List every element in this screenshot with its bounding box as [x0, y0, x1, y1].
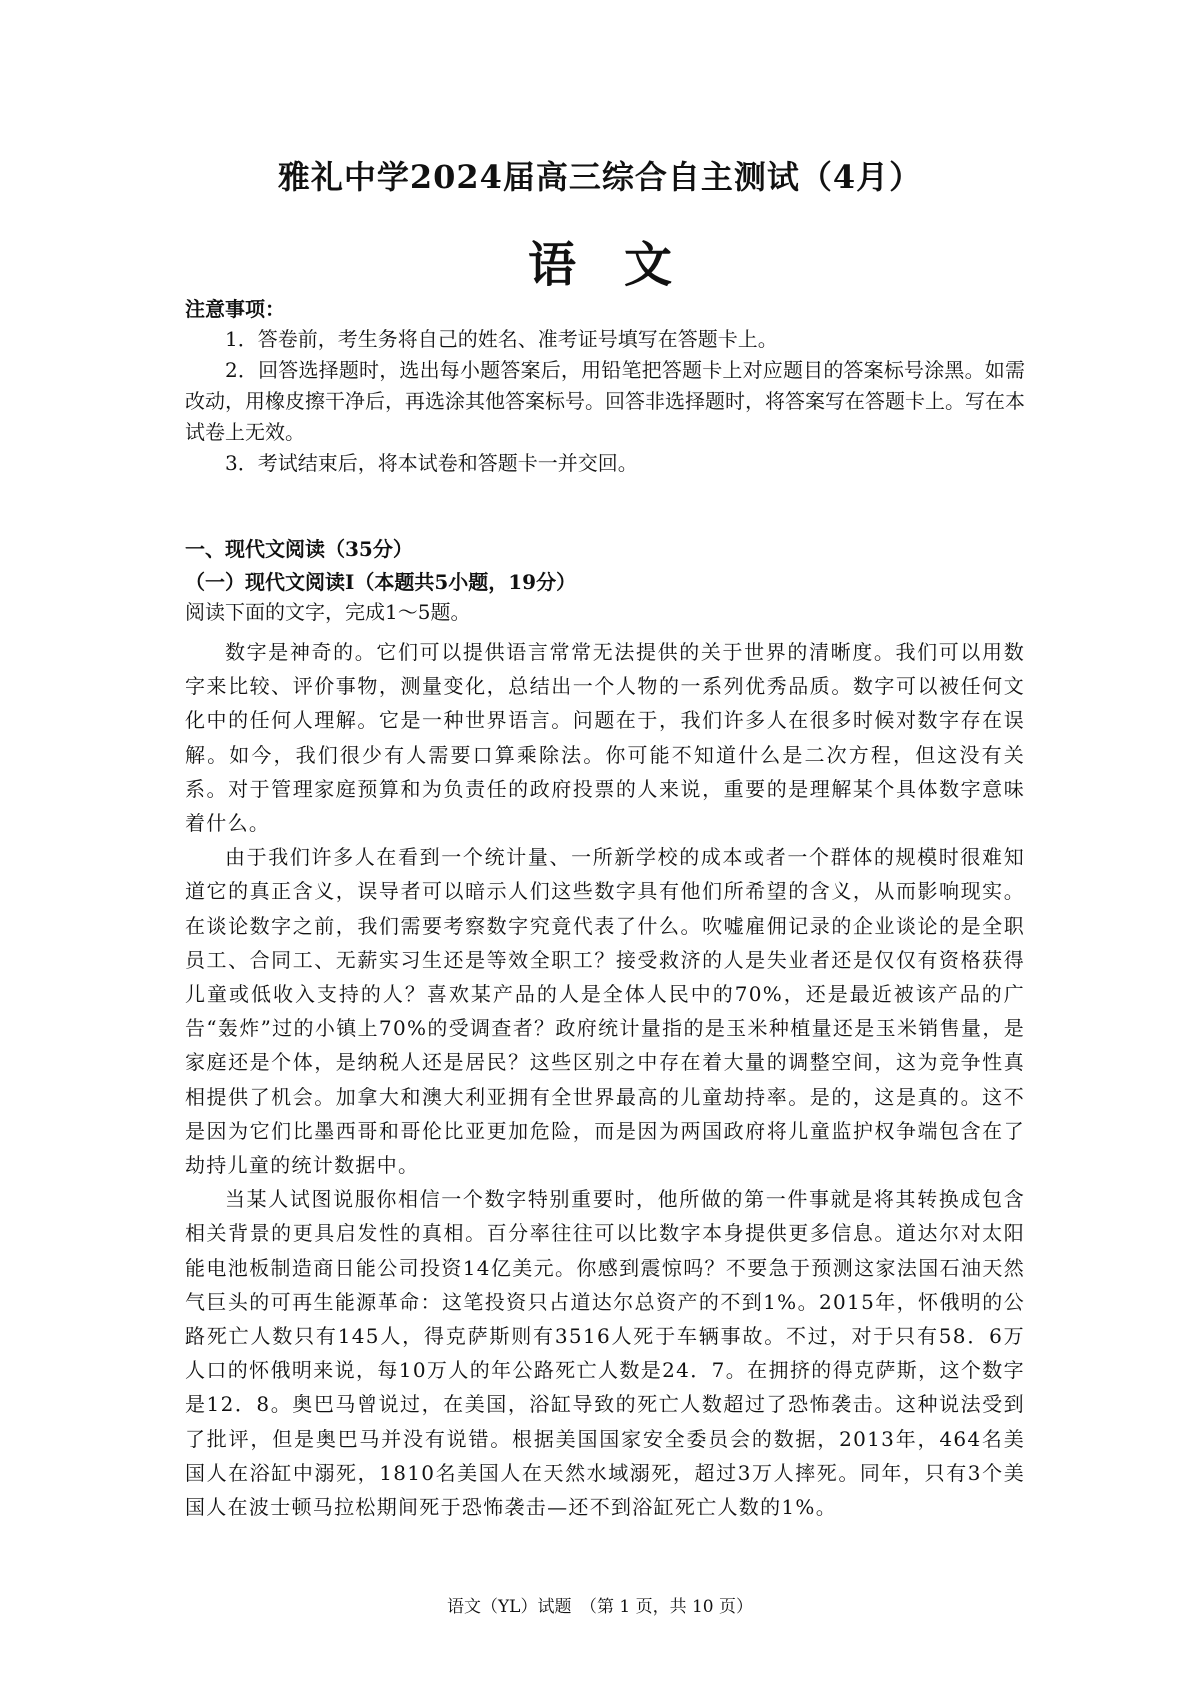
reading-passage [185, 635, 1025, 1524]
notice-heading: 注意事项： [185, 297, 285, 321]
passage-paragraph: 由于我们许多人在看到一个统计量、一所新学校的成本或者一个群体的规模时很难知道它的真正含义，误导者可以暗示人们这些数字具有他们所希望的含义，从而影响现实。在谈论数字之前，我们需要考察数字究竟代表了什么。吹嘘雇佣记录的企业谈论的是全职员工、合同工、无薪实习生还是等效全职工？接受救济的人是失业者还是仅仅有资格获得儿童或低收入支持的人？喜欢某产品的人是全体人民中的70%，还是最近被该产品的广告“轰炸”过的小镇上70%的受调查者？政府统计量指的是玉米种植量还是玉米销售量，是家庭还是个体，是纳税人还是居民？这些区别之中存在着大量的调整空间，这为竞争性真相提供了机会。加拿大和澳大利亚拥有全世界最高的儿童劫持率。是的，这是真的。这不是因为它们比墨西哥和哥伦比亚更加危险，而是因为两国政府将儿童监护权争端包含在了劫持儿童的统计数据中。 [185, 845, 1025, 1178]
notice-block [185, 294, 1025, 479]
section-heading: 一、现代文阅读（35分） [185, 537, 413, 561]
reading-instruction: 阅读下面的文字，完成1～5题。 [185, 600, 471, 624]
subsection-heading: （一）现代文阅读Ⅰ（本题共5小题，19分） [185, 570, 577, 594]
notice-item: 1．答卷前，考生务将自己的姓名、准考证号填写在答题卡上。 [225, 327, 778, 351]
page-content [185, 294, 1025, 1524]
notice-item: 2．回答选择题时，选出每小题答案后，用铅笔把答题卡上对应题目的答案标号涂黑。如需改动，用橡皮擦干净后，再选涂其他答案标号。回答非选择题时，将答案写在答题卡上。写在本试卷上无效。 [185, 358, 1025, 444]
notice-item: 3．考试结束后，将本试卷和答题卡一并交回。 [225, 451, 638, 475]
exam-title: 雅礼中学2024届高三综合自主测试（4月） [277, 158, 923, 196]
passage-paragraph: 当某人试图说服你相信一个数字特别重要时，他所做的第一件事就是将其转换成包含相关背景的更具启发性的真相。百分率往往可以比数字本身提供更多信息。道达尔对太阳能电池板制造商日能公司投资14亿美元。你感到震惊吗？不要急于预测这家法国石油天然气巨头的可再生能源革命：这笔投资只占道达尔总资产的不到1%。2015年，怀俄明的公路死亡人数只有145人，得克萨斯则有3516人死于车辆事故。不过，对于只有58．6万人口的怀俄明来说，每10万人的年公路死亡人数是24．7。在拥挤的得克萨斯，这个数字是12．8。奥巴马曾说过，在美国，浴缸导致的死亡人数超过了恐怖袭击。这种说法受到了批评，但是奥巴马并没有说错。根据美国国家安全委员会的数据，2013年，464名美国人在浴缸中溺死，1810名美国人在天然水域溺死，超过3万人摔死。同年，只有3个美国人在波士顿马拉松期间死于恐怖袭击—还不到浴缸死亡人数的1%。 [185, 1187, 1025, 1520]
passage-paragraph: 数字是神奇的。它们可以提供语言常常无法提供的关于世界的清晰度。我们可以用数字来比较、评价事物，测量变化，总结出一个人物的一系列优秀品质。数字可以被任何文化中的任何人理解。它是一种世界语言。问题在于，我们许多人在很多时候对数字存在误解。如今，我们很少有人需要口算乘除法。你可能不知道什么是二次方程，但这没有关系。对于管理家庭预算和为负责任的政府投票的人来说，重要的是理解某个具体数字意味着什么。 [185, 640, 1025, 836]
page-footer: 语文（YL）试题 （第 1 页，共 10 页） [446, 1597, 754, 1617]
subject-title: 语文 [527, 237, 720, 293]
